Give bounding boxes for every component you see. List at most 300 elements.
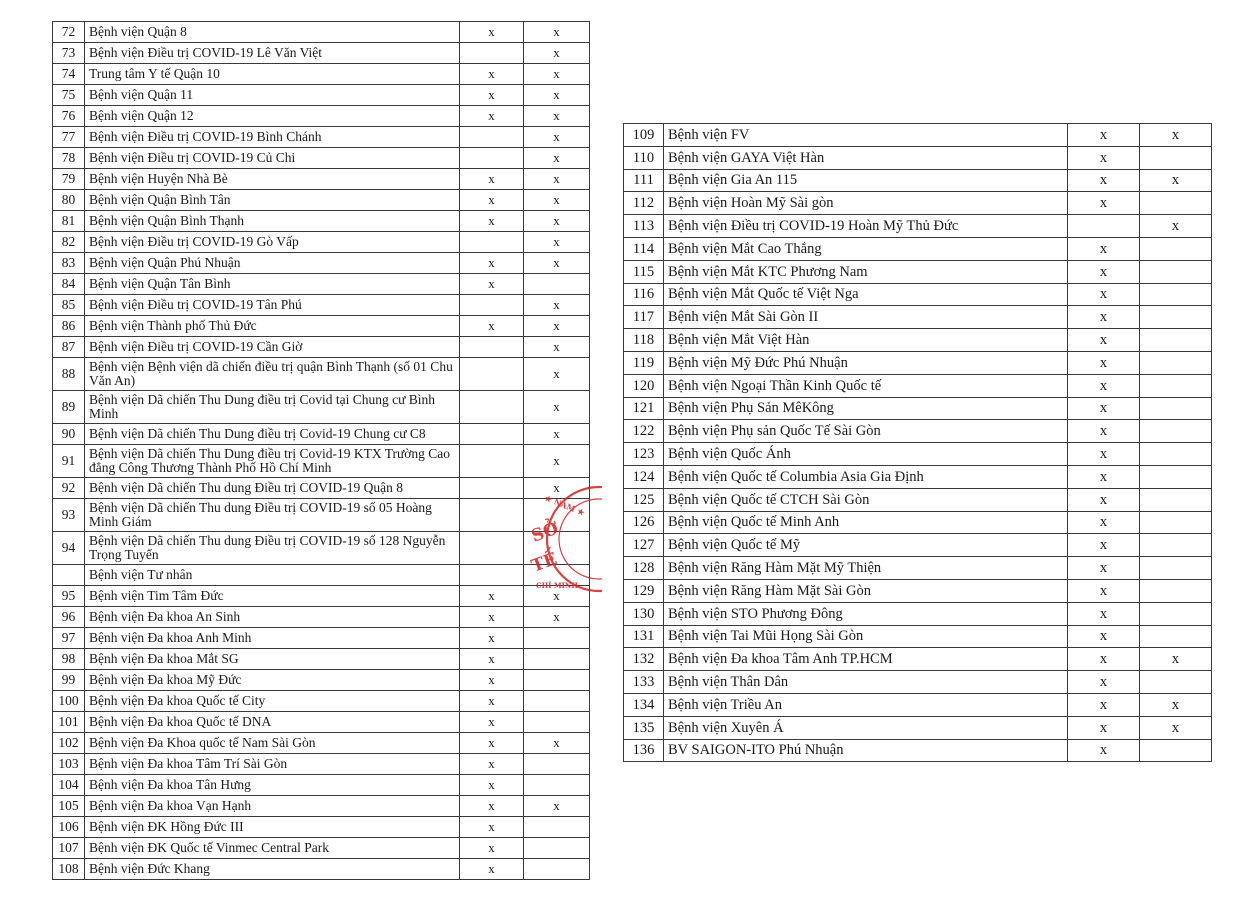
column-1-mark: x xyxy=(1068,602,1140,625)
row-number: 126 xyxy=(624,511,664,534)
row-number: 88 xyxy=(53,358,85,391)
table-row xyxy=(624,443,1212,466)
table-row xyxy=(624,351,1212,374)
table-row xyxy=(624,716,1212,739)
row-number: 87 xyxy=(53,337,85,358)
facility-name: Bệnh viện Điều trị COVID-19 Củ Chi xyxy=(85,148,460,169)
table-row xyxy=(53,565,590,586)
column-1-mark: x xyxy=(1068,397,1140,420)
facility-name: Bệnh viện Quốc tế Minh Anh xyxy=(664,511,1068,534)
row-number: 132 xyxy=(624,648,664,671)
row-number: 110 xyxy=(624,146,664,169)
facility-name: Bệnh viện Mắt Việt Hàn xyxy=(664,329,1068,352)
table-row xyxy=(53,358,590,391)
row-number: 115 xyxy=(624,260,664,283)
row-number: 86 xyxy=(53,316,85,337)
table-row xyxy=(53,391,590,424)
row-number: 119 xyxy=(624,351,664,374)
facility-name: Bệnh viện Triều An xyxy=(664,693,1068,716)
column-1-mark: x xyxy=(460,211,524,232)
row-number: 72 xyxy=(53,22,85,43)
row-number: 79 xyxy=(53,169,85,190)
column-1-mark xyxy=(460,43,524,64)
column-2-mark xyxy=(1140,739,1212,762)
column-1-mark xyxy=(1068,215,1140,238)
column-1-mark: x xyxy=(1068,488,1140,511)
table-row xyxy=(53,274,590,295)
table-body-left xyxy=(53,22,590,880)
column-1-mark: x xyxy=(1068,260,1140,283)
facility-name: Bệnh viện Đa Khoa quốc tế Nam Sài Gòn xyxy=(85,733,460,754)
column-2-mark xyxy=(1140,420,1212,443)
table-row xyxy=(624,648,1212,671)
facility-name: Bệnh viện FV xyxy=(664,124,1068,147)
table-row xyxy=(53,127,590,148)
table-row xyxy=(53,85,590,106)
column-1-mark: x xyxy=(460,838,524,859)
column-2-mark xyxy=(524,670,590,691)
column-2-mark: x xyxy=(1140,124,1212,147)
column-1-mark: x xyxy=(460,85,524,106)
facility-name: Bệnh viện Huyện Nhà Bè xyxy=(85,169,460,190)
column-2-mark: x xyxy=(524,733,590,754)
row-number: 120 xyxy=(624,374,664,397)
column-1-mark: x xyxy=(1068,557,1140,580)
column-2-mark xyxy=(1140,306,1212,329)
facility-name: Bệnh viện Tai Mũi Họng Sài Gòn xyxy=(664,625,1068,648)
table-row xyxy=(53,775,590,796)
column-1-mark: x xyxy=(460,64,524,85)
table-row xyxy=(53,754,590,775)
row-number: 111 xyxy=(624,169,664,192)
table-row xyxy=(53,733,590,754)
row-number: 122 xyxy=(624,420,664,443)
column-2-mark xyxy=(524,775,590,796)
column-2-mark: x xyxy=(524,253,590,274)
column-2-mark xyxy=(1140,625,1212,648)
facility-name: Bệnh viện Đa khoa Anh Minh xyxy=(85,628,460,649)
row-number: 134 xyxy=(624,693,664,716)
column-1-mark: x xyxy=(1068,443,1140,466)
row-number: 117 xyxy=(624,306,664,329)
column-1-mark: x xyxy=(460,316,524,337)
column-1-mark: x xyxy=(460,169,524,190)
row-number: 127 xyxy=(624,534,664,557)
row-number: 102 xyxy=(53,733,85,754)
table-row xyxy=(624,671,1212,694)
facility-name: Bệnh viện Thành phố Thủ Đức xyxy=(85,316,460,337)
facility-name: Bệnh viện Dã chiến Thu Dung điều trị Covid-19 KTX Trường Cao đẳng Công Thương Thành Phố Hồ Chí Minh xyxy=(85,445,460,478)
facility-name: Bệnh viện Đa khoa Vạn Hạnh xyxy=(85,796,460,817)
column-2-mark: x xyxy=(1140,169,1212,192)
svg-text:SỞ: SỞ xyxy=(528,518,562,547)
column-2-mark xyxy=(524,274,590,295)
column-1-mark: x xyxy=(1068,169,1140,192)
row-number: 106 xyxy=(53,817,85,838)
table-row xyxy=(624,602,1212,625)
row-number: 77 xyxy=(53,127,85,148)
table-row xyxy=(624,374,1212,397)
column-2-mark xyxy=(1140,237,1212,260)
facility-name: Bệnh viện GAYA Việt Hàn xyxy=(664,146,1068,169)
facility-name: Bệnh viện Dã chiến Thu Dung điều trị Covid tại Chung cư Bình Minh xyxy=(85,391,460,424)
column-2-mark xyxy=(1140,374,1212,397)
column-2-mark: x xyxy=(524,190,590,211)
facility-table-left xyxy=(52,21,590,880)
facility-name: Bệnh viện Đa khoa Mỹ Đức xyxy=(85,670,460,691)
column-1-mark xyxy=(460,295,524,316)
column-1-mark: x xyxy=(1068,124,1140,147)
column-2-mark xyxy=(524,628,590,649)
column-2-mark: x xyxy=(524,295,590,316)
column-2-mark: x xyxy=(1140,716,1212,739)
table-row xyxy=(624,329,1212,352)
table-row xyxy=(53,691,590,712)
column-1-mark xyxy=(460,337,524,358)
row-number: 135 xyxy=(624,716,664,739)
facility-name: Bệnh viện Phụ sản Quốc Tế Sài Gòn xyxy=(664,420,1068,443)
row-number: 84 xyxy=(53,274,85,295)
column-2-mark: x xyxy=(524,445,590,478)
table-row xyxy=(53,670,590,691)
row-number: 112 xyxy=(624,192,664,215)
column-2-mark: x xyxy=(524,169,590,190)
column-2-mark: x xyxy=(1140,215,1212,238)
svg-text:★ NAM ★: ★ NAM ★ xyxy=(543,492,587,518)
column-1-mark: x xyxy=(1068,671,1140,694)
column-2-mark: x xyxy=(524,148,590,169)
facility-name: Bệnh viện Răng Hàm Mặt Mỹ Thiện xyxy=(664,557,1068,580)
row-number: 136 xyxy=(624,739,664,762)
facility-name: Bệnh viện Bệnh viện dã chiến điều trị quận Bình Thạnh (số 01 Chu Văn An) xyxy=(85,358,460,391)
row-number: 129 xyxy=(624,579,664,602)
row-number: 100 xyxy=(53,691,85,712)
facility-name: Bệnh viện Quận Bình Thạnh xyxy=(85,211,460,232)
column-2-mark: x xyxy=(1140,693,1212,716)
row-number: 133 xyxy=(624,671,664,694)
table-row xyxy=(624,283,1212,306)
column-2-mark: x xyxy=(524,85,590,106)
table-row xyxy=(53,43,590,64)
column-1-mark: x xyxy=(1068,648,1140,671)
table-row xyxy=(624,420,1212,443)
column-2-mark xyxy=(1140,329,1212,352)
column-1-mark: x xyxy=(460,649,524,670)
column-2-mark: x xyxy=(524,337,590,358)
table-row xyxy=(624,192,1212,215)
column-1-mark xyxy=(460,424,524,445)
column-1-mark: x xyxy=(460,691,524,712)
column-1-mark xyxy=(460,148,524,169)
table-row xyxy=(53,211,590,232)
row-number: 113 xyxy=(624,215,664,238)
column-2-mark xyxy=(1140,192,1212,215)
row-number: 90 xyxy=(53,424,85,445)
facility-name: Bệnh viện Dã chiến Thu dung Điều trị COVID-19 số 05 Hoàng Minh Giám xyxy=(85,499,460,532)
column-1-mark: x xyxy=(1068,625,1140,648)
row-number: 107 xyxy=(53,838,85,859)
table-row xyxy=(624,306,1212,329)
row-number: 105 xyxy=(53,796,85,817)
row-number: 97 xyxy=(53,628,85,649)
facility-name: Bệnh viện Xuyên Á xyxy=(664,716,1068,739)
facility-name: Bệnh viện Đa khoa Tâm Trí Sài Gòn xyxy=(85,754,460,775)
row-number: 101 xyxy=(53,712,85,733)
table-body-right xyxy=(624,124,1212,762)
facility-name: Bệnh viện Đa khoa Quốc tế City xyxy=(85,691,460,712)
table-row xyxy=(624,465,1212,488)
column-2-mark: x xyxy=(1140,648,1212,671)
column-2-mark xyxy=(1140,602,1212,625)
row-number: 103 xyxy=(53,754,85,775)
row-number: 125 xyxy=(624,488,664,511)
row-number: 82 xyxy=(53,232,85,253)
facility-name: Bệnh viện Dã chiến Thu dung Điều trị COVID-19 số 128 Nguyễn Trọng Tuyển xyxy=(85,532,460,565)
column-2-mark: x xyxy=(524,232,590,253)
row-number: 131 xyxy=(624,625,664,648)
row-number: 109 xyxy=(624,124,664,147)
row-number xyxy=(53,565,85,586)
column-1-mark: x xyxy=(460,712,524,733)
facility-name: Bệnh viện Điều trị COVID-19 Lê Văn Việt xyxy=(85,43,460,64)
row-number: 76 xyxy=(53,106,85,127)
row-number: 124 xyxy=(624,465,664,488)
column-1-mark xyxy=(460,445,524,478)
column-2-mark xyxy=(1140,557,1212,580)
facility-name: Bệnh viện Đa khoa Tân Hưng xyxy=(85,775,460,796)
official-seal-stamp xyxy=(524,480,602,598)
facility-name: BV SAIGON-ITO Phú Nhuận xyxy=(664,739,1068,762)
row-number: 114 xyxy=(624,237,664,260)
row-number: 80 xyxy=(53,190,85,211)
row-number: 123 xyxy=(624,443,664,466)
facility-name: Bệnh viện Quận 12 xyxy=(85,106,460,127)
column-1-mark xyxy=(460,127,524,148)
row-number: 121 xyxy=(624,397,664,420)
table-row xyxy=(53,532,590,565)
table-row xyxy=(624,169,1212,192)
column-1-mark xyxy=(460,358,524,391)
column-2-mark: x xyxy=(524,211,590,232)
row-number: 116 xyxy=(624,283,664,306)
facility-name: Bệnh viện Dã chiến Thu dung Điều trị COVID-19 Quận 8 xyxy=(85,478,460,499)
table-row xyxy=(624,124,1212,147)
table-row xyxy=(53,106,590,127)
table-row xyxy=(624,579,1212,602)
table-row xyxy=(53,628,590,649)
facility-name: Bệnh viện Quốc tế Mỹ xyxy=(664,534,1068,557)
table-row xyxy=(624,260,1212,283)
table-row xyxy=(53,586,590,607)
facility-table-right xyxy=(623,123,1212,762)
column-1-mark: x xyxy=(460,106,524,127)
table-row xyxy=(53,796,590,817)
row-number: 81 xyxy=(53,211,85,232)
column-1-mark: x xyxy=(1068,329,1140,352)
column-1-mark: x xyxy=(1068,237,1140,260)
column-2-mark: x xyxy=(524,391,590,424)
facility-name: Bệnh viện Đức Khang xyxy=(85,859,460,880)
column-2-mark xyxy=(1140,283,1212,306)
table-row xyxy=(53,859,590,880)
column-2-mark: x xyxy=(524,478,590,499)
column-1-mark: x xyxy=(1068,146,1140,169)
table-row xyxy=(53,232,590,253)
row-number: 92 xyxy=(53,478,85,499)
facility-name: Bệnh viện Đa khoa Tâm Anh TP.HCM xyxy=(664,648,1068,671)
column-1-mark: x xyxy=(460,22,524,43)
facility-name: Bệnh viện Gia An 115 xyxy=(664,169,1068,192)
table-row xyxy=(624,488,1212,511)
column-2-mark xyxy=(1140,397,1212,420)
row-number: 85 xyxy=(53,295,85,316)
row-number: 75 xyxy=(53,85,85,106)
column-2-mark xyxy=(524,754,590,775)
facility-name: Trung tâm Y tế Quận 10 xyxy=(85,64,460,85)
column-1-mark: x xyxy=(1068,693,1140,716)
facility-name: Bệnh viện Quận Bình Tân xyxy=(85,190,460,211)
table-row xyxy=(624,557,1212,580)
facility-name: Bệnh viện ĐK Hồng Đức III xyxy=(85,817,460,838)
table-row xyxy=(624,739,1212,762)
column-2-mark xyxy=(524,712,590,733)
column-1-mark: x xyxy=(460,733,524,754)
column-2-mark xyxy=(524,838,590,859)
table-row xyxy=(53,499,590,532)
row-number: 89 xyxy=(53,391,85,424)
column-1-mark xyxy=(460,391,524,424)
table-row xyxy=(624,146,1212,169)
row-number: 91 xyxy=(53,445,85,478)
column-2-mark xyxy=(1140,671,1212,694)
facility-name: Bệnh viện STO Phương Đông xyxy=(664,602,1068,625)
table-row xyxy=(53,478,590,499)
table-row xyxy=(53,607,590,628)
row-number: 94 xyxy=(53,532,85,565)
column-1-mark: x xyxy=(1068,465,1140,488)
table-row xyxy=(53,649,590,670)
facility-name: Bệnh viện Quốc tế Columbia Asia Gia Định xyxy=(664,465,1068,488)
column-2-mark xyxy=(1140,146,1212,169)
table-row xyxy=(624,397,1212,420)
facility-name: Bệnh viện Mắt Cao Thắng xyxy=(664,237,1068,260)
facility-name: Bệnh viện Thân Dân xyxy=(664,671,1068,694)
facility-name: Bệnh viện Mỹ Đức Phú Nhuận xyxy=(664,351,1068,374)
facility-name: Bệnh viện Quốc Ánh xyxy=(664,443,1068,466)
facility-name: Bệnh viện Điều trị COVID-19 Bình Chánh xyxy=(85,127,460,148)
table-row xyxy=(53,337,590,358)
facility-name: Bệnh viện Tư nhân xyxy=(85,565,460,586)
column-1-mark: x xyxy=(1068,351,1140,374)
column-1-mark: x xyxy=(460,670,524,691)
column-1-mark: x xyxy=(460,775,524,796)
column-2-mark xyxy=(524,859,590,880)
facility-name: Bệnh viện Quận Phú Nhuận xyxy=(85,253,460,274)
column-1-mark: x xyxy=(460,628,524,649)
column-1-mark: x xyxy=(460,586,524,607)
facility-name: Bệnh viện Dã chiến Thu Dung điều trị Covid-19 Chung cư C8 xyxy=(85,424,460,445)
svg-text:CHÍ MINH: CHÍ MINH xyxy=(536,581,578,590)
row-number: 99 xyxy=(53,670,85,691)
column-2-mark xyxy=(524,691,590,712)
column-2-mark xyxy=(524,649,590,670)
table-row xyxy=(53,712,590,733)
column-1-mark: x xyxy=(460,859,524,880)
facility-name: Bệnh viện Điều trị COVID-19 Cần Giờ xyxy=(85,337,460,358)
facility-name: Bệnh viện Ngoại Thần Kinh Quốc tế xyxy=(664,374,1068,397)
column-2-mark: x xyxy=(524,43,590,64)
column-1-mark: x xyxy=(1068,579,1140,602)
column-1-mark: x xyxy=(460,817,524,838)
facility-name: Bệnh viện Đa khoa An Sinh xyxy=(85,607,460,628)
row-number: 73 xyxy=(53,43,85,64)
row-number: 108 xyxy=(53,859,85,880)
table-row xyxy=(53,295,590,316)
row-number: 104 xyxy=(53,775,85,796)
table-row xyxy=(53,64,590,85)
table-row xyxy=(53,445,590,478)
table-row xyxy=(53,190,590,211)
column-1-mark xyxy=(460,478,524,499)
column-2-mark xyxy=(1140,443,1212,466)
row-number: 93 xyxy=(53,499,85,532)
column-1-mark: x xyxy=(1068,420,1140,443)
facility-name: Bệnh viện Đa khoa Quốc tế DNA xyxy=(85,712,460,733)
column-2-mark: x xyxy=(524,607,590,628)
row-number: 130 xyxy=(624,602,664,625)
column-2-mark xyxy=(1140,351,1212,374)
column-1-mark: x xyxy=(1068,306,1140,329)
column-2-mark xyxy=(1140,465,1212,488)
column-2-mark: x xyxy=(524,316,590,337)
column-2-mark: x xyxy=(524,22,590,43)
column-1-mark xyxy=(460,232,524,253)
column-2-mark: x xyxy=(524,64,590,85)
facility-name: Bệnh viện Phụ Sản MêKông xyxy=(664,397,1068,420)
column-2-mark: x xyxy=(524,796,590,817)
facility-name: Bệnh viện Đa khoa Mắt SG xyxy=(85,649,460,670)
column-1-mark: x xyxy=(460,274,524,295)
column-2-mark xyxy=(1140,511,1212,534)
facility-name: Bệnh viện Mắt Sài Gòn II xyxy=(664,306,1068,329)
column-1-mark: x xyxy=(460,607,524,628)
column-1-mark: x xyxy=(1068,534,1140,557)
row-number: 118 xyxy=(624,329,664,352)
table-row xyxy=(53,253,590,274)
table-row xyxy=(624,693,1212,716)
row-number: 95 xyxy=(53,586,85,607)
column-1-mark: x xyxy=(1068,511,1140,534)
column-1-mark: x xyxy=(460,190,524,211)
facility-name: Bệnh viện Điều trị COVID-19 Tân Phú xyxy=(85,295,460,316)
table-row xyxy=(53,22,590,43)
column-1-mark xyxy=(460,499,524,532)
column-1-mark: x xyxy=(460,253,524,274)
column-2-mark xyxy=(524,817,590,838)
facility-name: Bệnh viện Quận 11 xyxy=(85,85,460,106)
table-row xyxy=(624,534,1212,557)
table-row xyxy=(624,511,1212,534)
column-1-mark xyxy=(460,565,524,586)
table-row xyxy=(53,148,590,169)
table-row xyxy=(624,237,1212,260)
facility-name: Bệnh viện Quốc tế CTCH Sài Gòn xyxy=(664,488,1068,511)
facility-name: Bệnh viện Quận 8 xyxy=(85,22,460,43)
column-1-mark: x xyxy=(1068,374,1140,397)
table-row xyxy=(53,169,590,190)
column-2-mark: x xyxy=(524,358,590,391)
column-1-mark: x xyxy=(1068,716,1140,739)
